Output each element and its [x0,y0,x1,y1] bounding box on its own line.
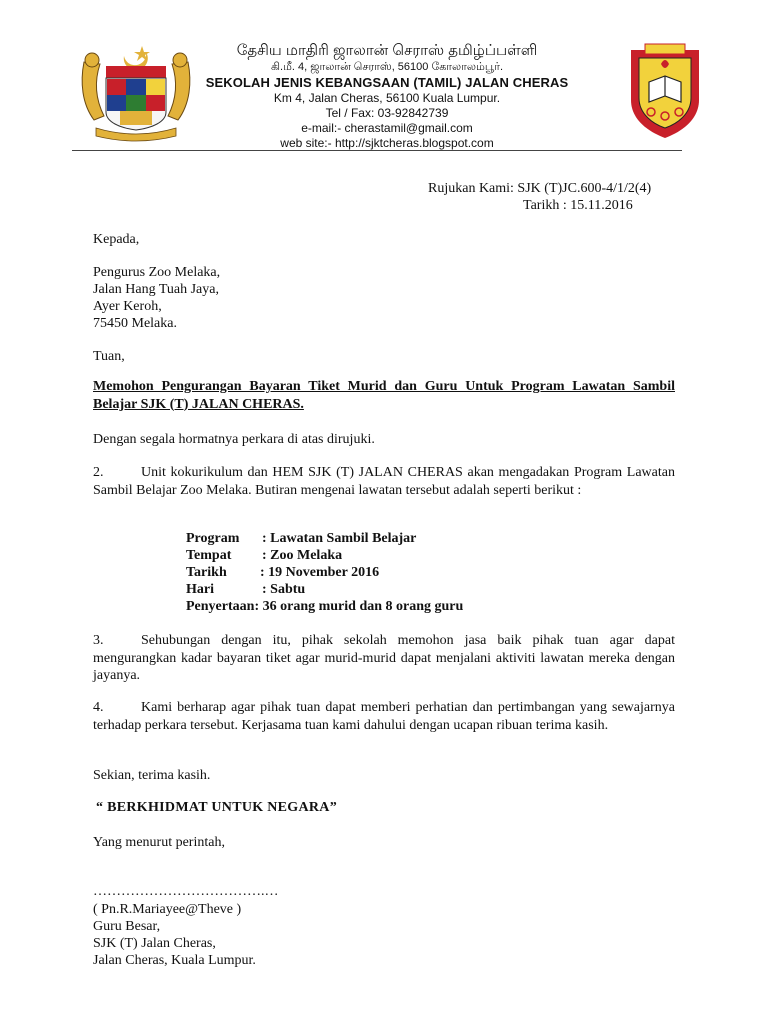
signatory-name: ( Pn.R.Mariayee@Theve ) [93,902,242,917]
school-email: e-mail:- cherastamil@gmail.com [301,121,473,135]
detail-row [186,530,463,547]
recipient-line: Ayer Keroh, [93,299,162,314]
paragraph-4 [93,699,675,734]
detail-value: : Zoo Melaka [262,548,343,563]
detail-row [186,598,463,615]
reference-number: Rujukan Kami: SJK (T)JC.600-4/1/2(4) [428,181,652,196]
recipient-line: 75450 Melaka. [93,316,177,331]
school-crest-icon [627,42,703,140]
paragraph-text: Sehubungan dengan itu, pihak sekolah memohon jasa baik pihak tuan agar dapat mengurangkan kadar bayaran tiket agar murid-murid dapat menjalani aktiviti lawatan mereka dengan jayanya. [93,633,675,683]
kepada-label: Kepada, [93,232,140,247]
letter-date: Tarikh : 15.11.2016 [523,198,633,213]
paragraph-number: 4. [93,700,104,715]
paragraph-number: 3. [93,633,104,648]
detail-value: : 36 orang murid dan 8 orang guru [254,599,464,614]
motto: “ BERKHIDMAT UNTUK NEGARA” [96,800,338,815]
school-phone: Tel / Fax: 03-92842739 [325,106,449,120]
letter-subject: Memohon Pengurangan Bayaran Tiket Murid dan Guru Untuk Program Lawatan Sambil Belajar SJK (T) JALAN CHERAS. [93,379,675,412]
salutation: Tuan, [93,349,125,364]
detail-row [186,564,463,581]
detail-label: Tempat [186,548,232,563]
recipient-line: Jalan Hang Tuah Jaya, [93,282,219,297]
detail-label: Penyertaan [186,599,255,614]
paragraph-2 [93,464,675,499]
closing-line: Sekian, terima kasih. [93,768,211,783]
malaysia-coat-of-arms-icon [76,42,196,144]
detail-label: Program [186,531,240,546]
detail-value: : Sabtu [262,582,306,597]
opening-line: Dengan segala hormatnya perkara di atas dirujuki. [93,432,375,447]
signatory-place: Jalan Cheras, Kuala Lumpur. [93,953,256,968]
signature-line: ……………………………….… [93,884,279,899]
letterhead [72,40,682,151]
paragraph-text: Unit kokurikulum dan HEM SJK (T) JALAN CHERAS akan mengadakan Program Lawatan Sambil Belajar Zoo Melaka. Butiran mengenai lawatan tersebut adalah seperti berikut : [93,465,675,498]
detail-row [186,547,463,564]
sign-off: Yang menurut perintah, [93,835,225,850]
school-address: Km 4, Jalan Cheras, 56100 Kuala Lumpur. [273,91,501,105]
signatory-school: SJK (T) Jalan Cheras, [93,936,216,951]
tamil-school-name: தேசிய மாதிரி ஜாலான் செராஸ் தமிழ்ப்பள்ளி [236,42,538,59]
visit-details [186,530,463,615]
detail-label: Hari [186,582,214,597]
paragraph-3 [93,632,675,685]
letterhead-text [192,40,582,151]
paragraph-text: Kami berharap agar pihak tuan dapat memberi perhatian dan pertimbangan yang sewajarnya terhadap perkara tersebut. Kerjasama tuan kami dahului dengan ucapan ribuan terima kasih. [93,700,675,733]
detail-value: : 19 November 2016 [260,565,380,580]
detail-row [186,581,463,598]
school-name: SEKOLAH JENIS KEBANGSAAN (TAMIL) JALAN CHERAS [205,75,569,90]
school-website: web site:- http://sjktcheras.blogspot.com [280,136,494,150]
detail-label: Tarikh [186,565,227,580]
paragraph-number: 2. [93,465,104,480]
tamil-address: கி.மீ. 4, ஜாலான் செராஸ், 56100 கோலாலம்பூர். [270,61,504,73]
signatory-position: Guru Besar, [93,919,161,934]
recipient-line: Pengurus Zoo Melaka, [93,265,221,280]
detail-value: : Lawatan Sambil Belajar [262,531,417,546]
